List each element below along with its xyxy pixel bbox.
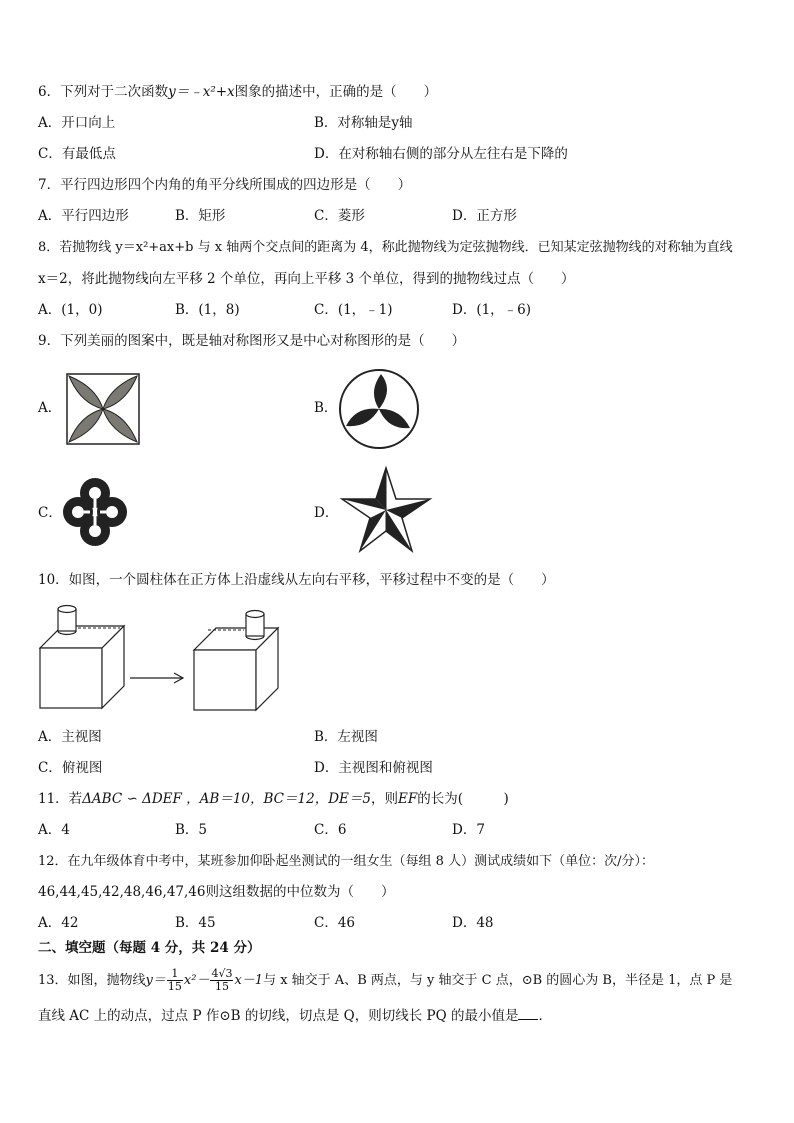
q6-formula: y＝﹣x²+x [168, 84, 235, 100]
q12-option-a: A．42 [38, 915, 79, 931]
section-heading-fill-blank: 二、填空题（每题 4 分，共 24 分） [38, 940, 261, 956]
q11-option-d: D．7 [452, 822, 485, 838]
five-point-star-figure [340, 466, 432, 554]
q9-option-c-label: C． [38, 505, 62, 521]
q8-stem-line2: x＝2，将此抛物线向左平移 2 个单位，再向上平移 3 个单位，得到的抛物线过点（ ） [38, 271, 575, 287]
q7-option-a: A．平行四边形 [38, 208, 129, 224]
four-ring-knot-figure [62, 476, 128, 548]
q13-fraction-1: $\frac{1}{15}$ [167, 967, 182, 993]
q7-stem: 7．平行四边形四个内角的角平分线所围成的四边形是（ ） [38, 177, 412, 193]
q10-option-c: C．俯视图 [38, 760, 103, 776]
right-arrow-icon [128, 672, 186, 684]
q9-stem: 9．下列美丽的图案中，既是轴对称图形又是中心对称图形的是（ ） [38, 333, 466, 349]
q6-option-d: D．在对称轴右侧的部分从左往右是下降的 [314, 146, 568, 162]
q12-option-c: C．46 [314, 915, 356, 931]
q11-option-c: C．6 [314, 822, 347, 838]
q11-option-a: A．4 [38, 822, 70, 838]
q8-stem-line1: 8．若抛物线 y＝x²+ax+b 与 x 轴两个交点间的距离为 4，称此抛物线为定弦抛物线．已知某定弦抛物线的对称轴为直线 [38, 240, 733, 255]
cube-cylinder-right-figure [192, 610, 282, 712]
q11-stem: 11．若ΔABC ∽ ΔDEF ，AB＝10，BC＝12，DE＝5，则EF的长为( ) [38, 791, 509, 807]
four-leaf-square-figure [66, 373, 140, 445]
q8-option-d: D．(1，﹣6) [452, 302, 532, 318]
q8-option-a: A．(1，0) [38, 302, 103, 318]
q12-stem-line1: 12．在九年级体育中考中，某班参加仰卧起坐测试的一组女生（每组 8 人）测试成绩如下（单位：次/分）： [38, 854, 654, 869]
three-blade-circle-figure [338, 368, 420, 450]
q13-stem-line1: 13．如图，抛物线y＝ $\frac{1}{15}$ x²－ $\frac{4√3}{15}$ x－1与 x 轴交于 A、B 两点，与 y 轴交于 C 点，⊙B 的圆心为 B，半径是 1，点 P 是 [38, 967, 733, 993]
q8-option-b: B．(1，8) [175, 302, 240, 318]
q13-fraction-2: $\frac{4√3}{15}$ [211, 967, 233, 993]
cube-cylinder-left-figure [38, 604, 128, 710]
q10-option-d: D．主视图和俯视图 [314, 760, 433, 776]
q7-option-c: C．菱形 [314, 208, 365, 224]
q8-option-c: C．(1，﹣1) [314, 302, 393, 318]
q12-option-d: D．48 [452, 915, 494, 931]
q10-option-a: A．主视图 [38, 729, 102, 745]
q11-option-b: B．5 [175, 822, 208, 838]
q9-option-b-label: B． [314, 400, 338, 416]
q11-formula: ΔABC ∽ ΔDEF ，AB＝10，BC＝12，DE＝5 [82, 791, 371, 807]
q10-option-b: B．左视图 [314, 729, 378, 745]
q12-stem-line2: 46,44,45,42,48,46,47,46则这组数据的中位数为（ ） [38, 884, 395, 900]
q6-option-c: C．有最低点 [38, 146, 116, 162]
q9-option-a-label: A． [38, 400, 62, 416]
q10-stem: 10．如图，一个圆柱体在正方体上沿虚线从左向右平移，平移过程中不变的是（ ） [38, 572, 555, 588]
q9-option-d-label: D． [314, 505, 339, 521]
q6-option-b: B．对称轴是y轴 [314, 115, 413, 131]
q6-stem: 6．下列对于二次函数y＝﹣x²+x图象的描述中，正确的是（ ） [38, 84, 438, 100]
q13-stem-line2: 直线 AC 上的动点，过点 P 作⊙B 的切线，切点是 Q，则切线长 PQ 的最小值是 ． [38, 1008, 552, 1024]
answer-blank[interactable] [518, 1007, 538, 1020]
q6-option-a: A．开口向上 [38, 115, 116, 131]
q7-option-d: D．正方形 [452, 208, 517, 224]
q12-option-b: B．45 [175, 915, 216, 931]
q7-option-b: B．矩形 [175, 208, 226, 224]
